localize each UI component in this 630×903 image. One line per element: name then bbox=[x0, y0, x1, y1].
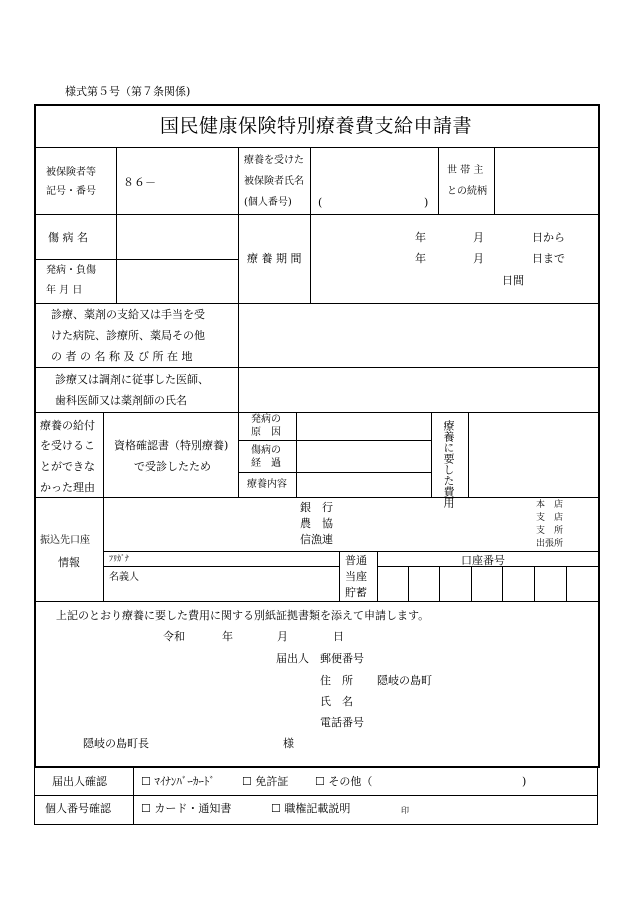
phone-label: 電話番号 bbox=[320, 716, 364, 729]
relation-field[interactable] bbox=[496, 150, 596, 212]
rule-v-bank-type-right bbox=[377, 552, 378, 601]
injury-name-label: 傷 病 名 bbox=[48, 231, 88, 244]
mynumber-card-checkbox[interactable]: ☐ ﾏｲﾅﾝﾊﾞｰｶｰﾄﾞ bbox=[141, 775, 215, 788]
rule-below-reason bbox=[36, 497, 598, 498]
insured-number-label: 被保険者等 bbox=[46, 167, 96, 178]
rule-v-facility bbox=[238, 304, 239, 412]
cost-label: 療養に要した費用 bbox=[442, 420, 455, 508]
rule-below-doctor bbox=[36, 412, 598, 413]
rule-v-reason-5 bbox=[468, 413, 469, 497]
date-month: 月 bbox=[277, 630, 288, 643]
agri-coop-label: 農 協 bbox=[300, 517, 333, 530]
other-checkbox[interactable]: ☐ その他（ bbox=[315, 775, 373, 788]
insured-name-field[interactable] bbox=[312, 150, 436, 212]
rule-v-reason-2 bbox=[238, 413, 239, 497]
rule-reason-1 bbox=[238, 440, 431, 441]
onset-date-label: 発病・負傷 bbox=[46, 265, 96, 276]
rule-below-insured bbox=[36, 214, 598, 215]
date-year: 年 bbox=[222, 630, 233, 643]
personal-number-confirm-label: 個人番号確認 bbox=[45, 802, 111, 815]
account-holder-field[interactable] bbox=[150, 568, 337, 600]
rule-v-reason-3 bbox=[296, 413, 297, 497]
bank-name-field[interactable] bbox=[105, 499, 285, 549]
rule-v-col1-top bbox=[116, 148, 117, 303]
rule-holder-mid bbox=[103, 566, 339, 567]
illness-course-label: 傷病の bbox=[251, 445, 281, 456]
branch-office-label: 支 店 bbox=[536, 513, 564, 523]
illness-course-label-2: 経 過 bbox=[251, 458, 281, 469]
insured-name-label: 療養を受けた bbox=[244, 155, 304, 166]
account-type-savings[interactable]: 貯蓄 bbox=[345, 586, 367, 599]
rule-v-name-value bbox=[310, 148, 311, 303]
rule-v-bank-section bbox=[103, 498, 104, 601]
reason-label-4: かった理由 bbox=[40, 481, 95, 494]
facility-label: 診療、薬剤の支給又は手当を受 bbox=[51, 308, 205, 321]
account-number-label: 口座番号 bbox=[461, 554, 505, 567]
outlet-label: 出張所 bbox=[536, 539, 564, 549]
rule-confirm-mid bbox=[34, 795, 598, 796]
other-close-paren: ) bbox=[522, 775, 527, 788]
account-type-current[interactable]: 当座 bbox=[345, 570, 367, 583]
insured-number-label-2: 記号・番号 bbox=[46, 186, 96, 197]
rule-injury-split bbox=[36, 259, 238, 260]
insured-name-label-2: 被保険者氏名 bbox=[244, 176, 304, 187]
injury-name-field[interactable] bbox=[118, 216, 236, 258]
insured-name-paren-open: ( bbox=[318, 196, 323, 209]
insured-name-paren-close: ) bbox=[424, 196, 429, 209]
rule-v-reason-4 bbox=[431, 413, 432, 497]
rule-below-injury bbox=[36, 303, 598, 304]
rule-v-reason-1 bbox=[103, 413, 104, 497]
onset-cause-label: 発病の bbox=[251, 414, 281, 425]
rule-below-title bbox=[36, 147, 598, 148]
facility-field[interactable] bbox=[240, 305, 596, 366]
bank-section-label: 振込先口座 bbox=[40, 535, 90, 546]
rule-v-relation-right bbox=[494, 148, 495, 214]
reason-label-2: を受けるこ bbox=[40, 439, 95, 452]
seal-mark: 印 bbox=[401, 806, 409, 815]
illness-course-field[interactable] bbox=[298, 442, 430, 471]
reason-label: 療養の給付 bbox=[40, 419, 95, 432]
doctor-field[interactable] bbox=[240, 369, 596, 411]
doctor-label-2: 歯科医師又は薬剤師の氏名 bbox=[55, 394, 187, 407]
authority-checkbox[interactable]: ☐ 職権記載説明 bbox=[271, 802, 351, 815]
address-value[interactable]: 隠岐の島町 bbox=[377, 674, 432, 687]
form-label: 様式第５号（第７条関係) bbox=[65, 85, 191, 98]
applicant-name-label: 氏 名 bbox=[320, 695, 353, 708]
account-type-ordinary[interactable]: 普通 bbox=[345, 554, 367, 567]
page-title: 国民健康保険特別療養費支給申請書 bbox=[160, 115, 473, 137]
onset-date-label-2: 年 月 日 bbox=[46, 285, 83, 296]
account-number-field[interactable] bbox=[379, 568, 596, 600]
rule-v-bank-type-left bbox=[339, 552, 340, 601]
period-year-2: 年 bbox=[415, 252, 426, 265]
head-office-label: 本 店 bbox=[536, 500, 564, 510]
period-month-2: 月 bbox=[473, 252, 484, 265]
rule-below-facility bbox=[36, 367, 598, 368]
onset-cause-label-2: 原 因 bbox=[251, 427, 281, 438]
period-month-1: 月 bbox=[473, 231, 484, 244]
period-days-label: 日間 bbox=[502, 274, 524, 287]
account-holder-label: 名義人 bbox=[109, 572, 139, 583]
rule-reason-2 bbox=[238, 472, 431, 473]
relation-label: 世 帯 主 bbox=[447, 165, 484, 176]
credit-union-label: 信漁連 bbox=[300, 533, 333, 546]
treatment-content-label: 療養内容 bbox=[247, 479, 287, 490]
period-from-label: 日から bbox=[532, 231, 565, 244]
addressee: 隠岐の島町長 bbox=[83, 737, 149, 750]
declaration-statement: 上記のとおり療養に要した費用に関する別紙証拠書類を添えて申請します。 bbox=[56, 609, 430, 622]
treatment-content-field[interactable] bbox=[298, 474, 430, 496]
rule-below-bank bbox=[36, 601, 598, 602]
date-era: 令和 bbox=[163, 630, 185, 643]
onset-date-field[interactable] bbox=[118, 261, 236, 302]
insured-number-value[interactable]: ８６－ bbox=[123, 176, 156, 189]
branch-name-field[interactable] bbox=[340, 499, 525, 549]
bank-type-label: 銀 行 bbox=[300, 501, 333, 514]
postal-code-label: 郵便番号 bbox=[320, 652, 364, 665]
reason-label-3: とができな bbox=[40, 460, 95, 473]
rule-v-col2-top bbox=[238, 148, 239, 303]
doctor-label: 診療又は調剤に従事した医師、 bbox=[55, 373, 209, 386]
card-notice-checkbox[interactable]: ☐ カード・通知書 bbox=[141, 802, 232, 815]
onset-cause-field[interactable] bbox=[298, 414, 430, 439]
bank-section-label-2: 情報 bbox=[58, 556, 80, 569]
sub-branch-label: 支 所 bbox=[536, 526, 564, 536]
reason-text-2: で受診したため bbox=[134, 460, 211, 473]
treatment-period-label: 療 養 期 間 bbox=[247, 252, 302, 265]
period-year-1: 年 bbox=[415, 231, 426, 244]
period-to-label: 日まで bbox=[532, 252, 565, 265]
reason-text: 資格確認書（特別療養) bbox=[114, 439, 229, 452]
cost-field[interactable] bbox=[470, 414, 596, 496]
rule-v-relation-left bbox=[438, 148, 439, 214]
applicant-confirm-label: 届出人確認 bbox=[52, 775, 107, 788]
furigana-field[interactable] bbox=[150, 552, 337, 565]
rule-confirm-col bbox=[133, 768, 134, 824]
insured-name-label-3: (個人番号) bbox=[244, 197, 292, 208]
relation-label-2: との続柄 bbox=[447, 186, 487, 197]
facility-label-3: の 者 の 名 称 及 び 所 在 地 bbox=[51, 350, 193, 363]
date-day: 日 bbox=[333, 630, 344, 643]
applicant-label: 届出人 bbox=[276, 652, 309, 665]
furigana-label: ﾌﾘｶﾞﾅ bbox=[109, 554, 129, 563]
address-label: 住 所 bbox=[320, 674, 353, 687]
honorific: 様 bbox=[283, 737, 294, 750]
facility-label-2: けた病院、診療所、薬局その他 bbox=[51, 329, 205, 342]
license-checkbox[interactable]: ☐ 免許証 bbox=[242, 775, 289, 788]
